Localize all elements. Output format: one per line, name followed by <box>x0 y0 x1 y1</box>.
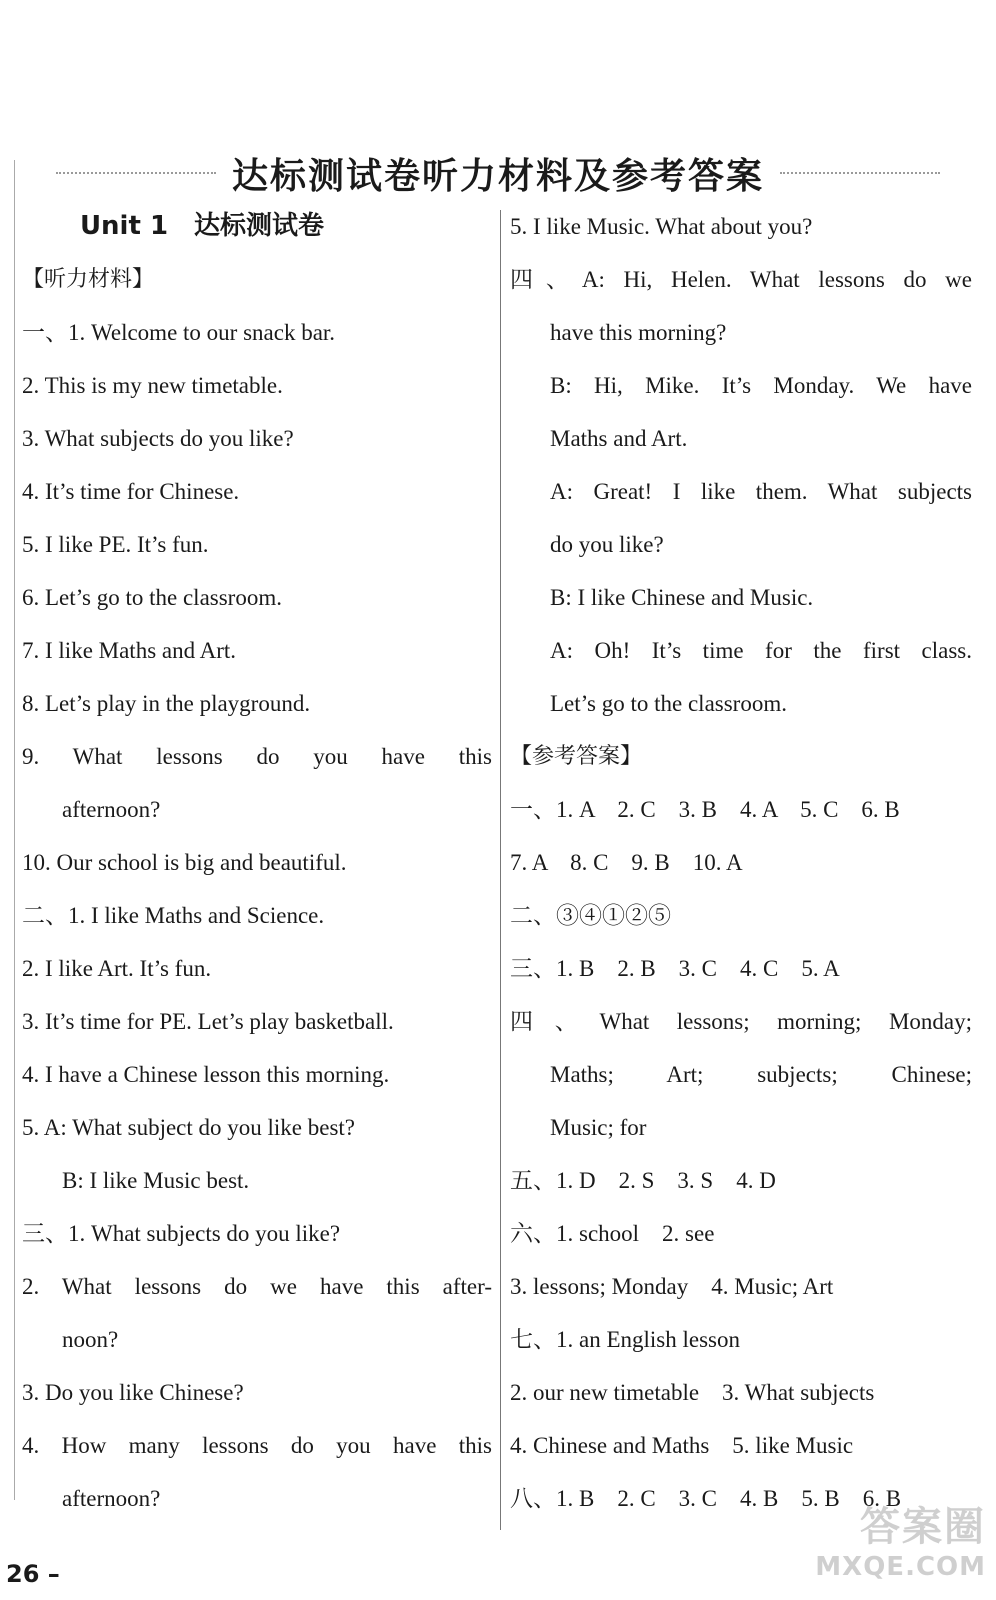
text-line: 6. Let’s go to the classroom. <box>22 585 282 610</box>
text-line: afternoon? <box>62 1486 161 1511</box>
text-line: do you like? <box>550 532 664 557</box>
text-line: 2. What lessons do we have this after- <box>22 1274 492 1299</box>
watermark-text-bottom: MXQE.COM <box>815 1552 986 1582</box>
column-divider <box>500 210 501 1530</box>
text-line: 六、1. school 2. see <box>510 1221 715 1246</box>
text-line: 七、1. an English lesson <box>510 1327 740 1352</box>
text-line: 四、A: Hi, Helen. What lessons do we <box>510 267 972 292</box>
title-rule-left <box>56 172 216 174</box>
text-line: 一、1. Welcome to our snack bar. <box>22 320 336 345</box>
text-line: 【参考答案】 <box>510 744 643 769</box>
watermark-text-top: 答案圈 <box>860 1504 986 1550</box>
page-title: 达标测试卷听力材料及参考答案 <box>231 155 764 197</box>
text-line: 2. our new timetable 3. What subjects <box>510 1380 875 1405</box>
text-line: 3. It’s time for PE. Let’s play basketball. <box>22 1009 394 1034</box>
text-line: 二、③④①②⑤ <box>510 903 671 928</box>
left-margin-rule <box>14 160 15 1500</box>
text-line: have this morning? <box>550 320 727 345</box>
text-line: 9. What lessons do you have this <box>22 744 492 769</box>
text-line: 8. Let’s play in the playground. <box>22 691 311 716</box>
text-line: 5. A: What subject do you like best? <box>22 1115 356 1140</box>
text-line: 一、1. A 2. C 3. B 4. A 5. C 6. B <box>510 797 900 822</box>
text-line: 4. Chinese and Maths 5. like Music <box>510 1433 854 1458</box>
text-line: Maths; Art; subjects; Chinese; <box>550 1062 972 1087</box>
title-bar <box>0 148 996 198</box>
text-line: A: Oh! It’s time for the first class. <box>550 638 972 663</box>
text-line: 【听力材料】 <box>22 267 155 292</box>
right-column <box>510 200 972 1525</box>
text-line: 三、1. What subjects do you like? <box>22 1221 341 1246</box>
text-line: 四、What lessons; morning; Monday; <box>510 1009 972 1034</box>
text-line: 3. What subjects do you like? <box>22 426 294 451</box>
text-line: 三、1. B 2. B 3. C 4. C 5. A <box>510 956 840 981</box>
text-line: 5. I like Music. What about you? <box>510 214 813 239</box>
text-line: Unit 1 达标测试卷 <box>79 211 325 241</box>
text-line: 二、1. I like Maths and Science. <box>22 903 325 928</box>
text-line: 2. I like Art. It’s fun. <box>22 956 212 981</box>
text-line: Music; for <box>550 1115 647 1140</box>
text-line: 2. This is my new timetable. <box>22 373 283 398</box>
text-line: 10. Our school is big and beautiful. <box>22 850 347 875</box>
text-line: 3. lessons; Monday 4. Music; Art <box>510 1274 834 1299</box>
page-number: 26 – <box>6 1560 60 1588</box>
text-line: 4. I have a Chinese lesson this morning. <box>22 1062 390 1087</box>
title-rule-right <box>780 172 940 174</box>
text-line: 5. I like PE. It’s fun. <box>22 532 209 557</box>
text-line: noon? <box>62 1327 119 1352</box>
text-line: afternoon? <box>62 797 161 822</box>
text-line: Let’s go to the classroom. <box>550 691 787 716</box>
text-line: 4. It’s time for Chinese. <box>22 479 240 504</box>
text-line: 7. A 8. C 9. B 10. A <box>510 850 743 875</box>
text-line: Maths and Art. <box>550 426 688 451</box>
watermark-logo <box>796 1504 986 1594</box>
text-line: 7. I like Maths and Art. <box>22 638 236 663</box>
text-line: B: I like Chinese and Music. <box>550 585 814 610</box>
text-line: A: Great! I like them. What subjects <box>550 479 972 504</box>
text-line: 五、1. D 2. S 3. S 4. D <box>510 1168 776 1193</box>
left-column <box>22 200 492 1525</box>
text-line: B: I like Music best. <box>62 1168 250 1193</box>
text-line: 3. Do you like Chinese? <box>22 1380 244 1405</box>
text-line: B: Hi, Mike. It’s Monday. We have <box>550 373 972 398</box>
text-line: 4. How many lessons do you have this <box>22 1433 492 1458</box>
text-line: 八、1. B 2. C 3. C 4. B 5. B 6. B <box>510 1486 902 1511</box>
